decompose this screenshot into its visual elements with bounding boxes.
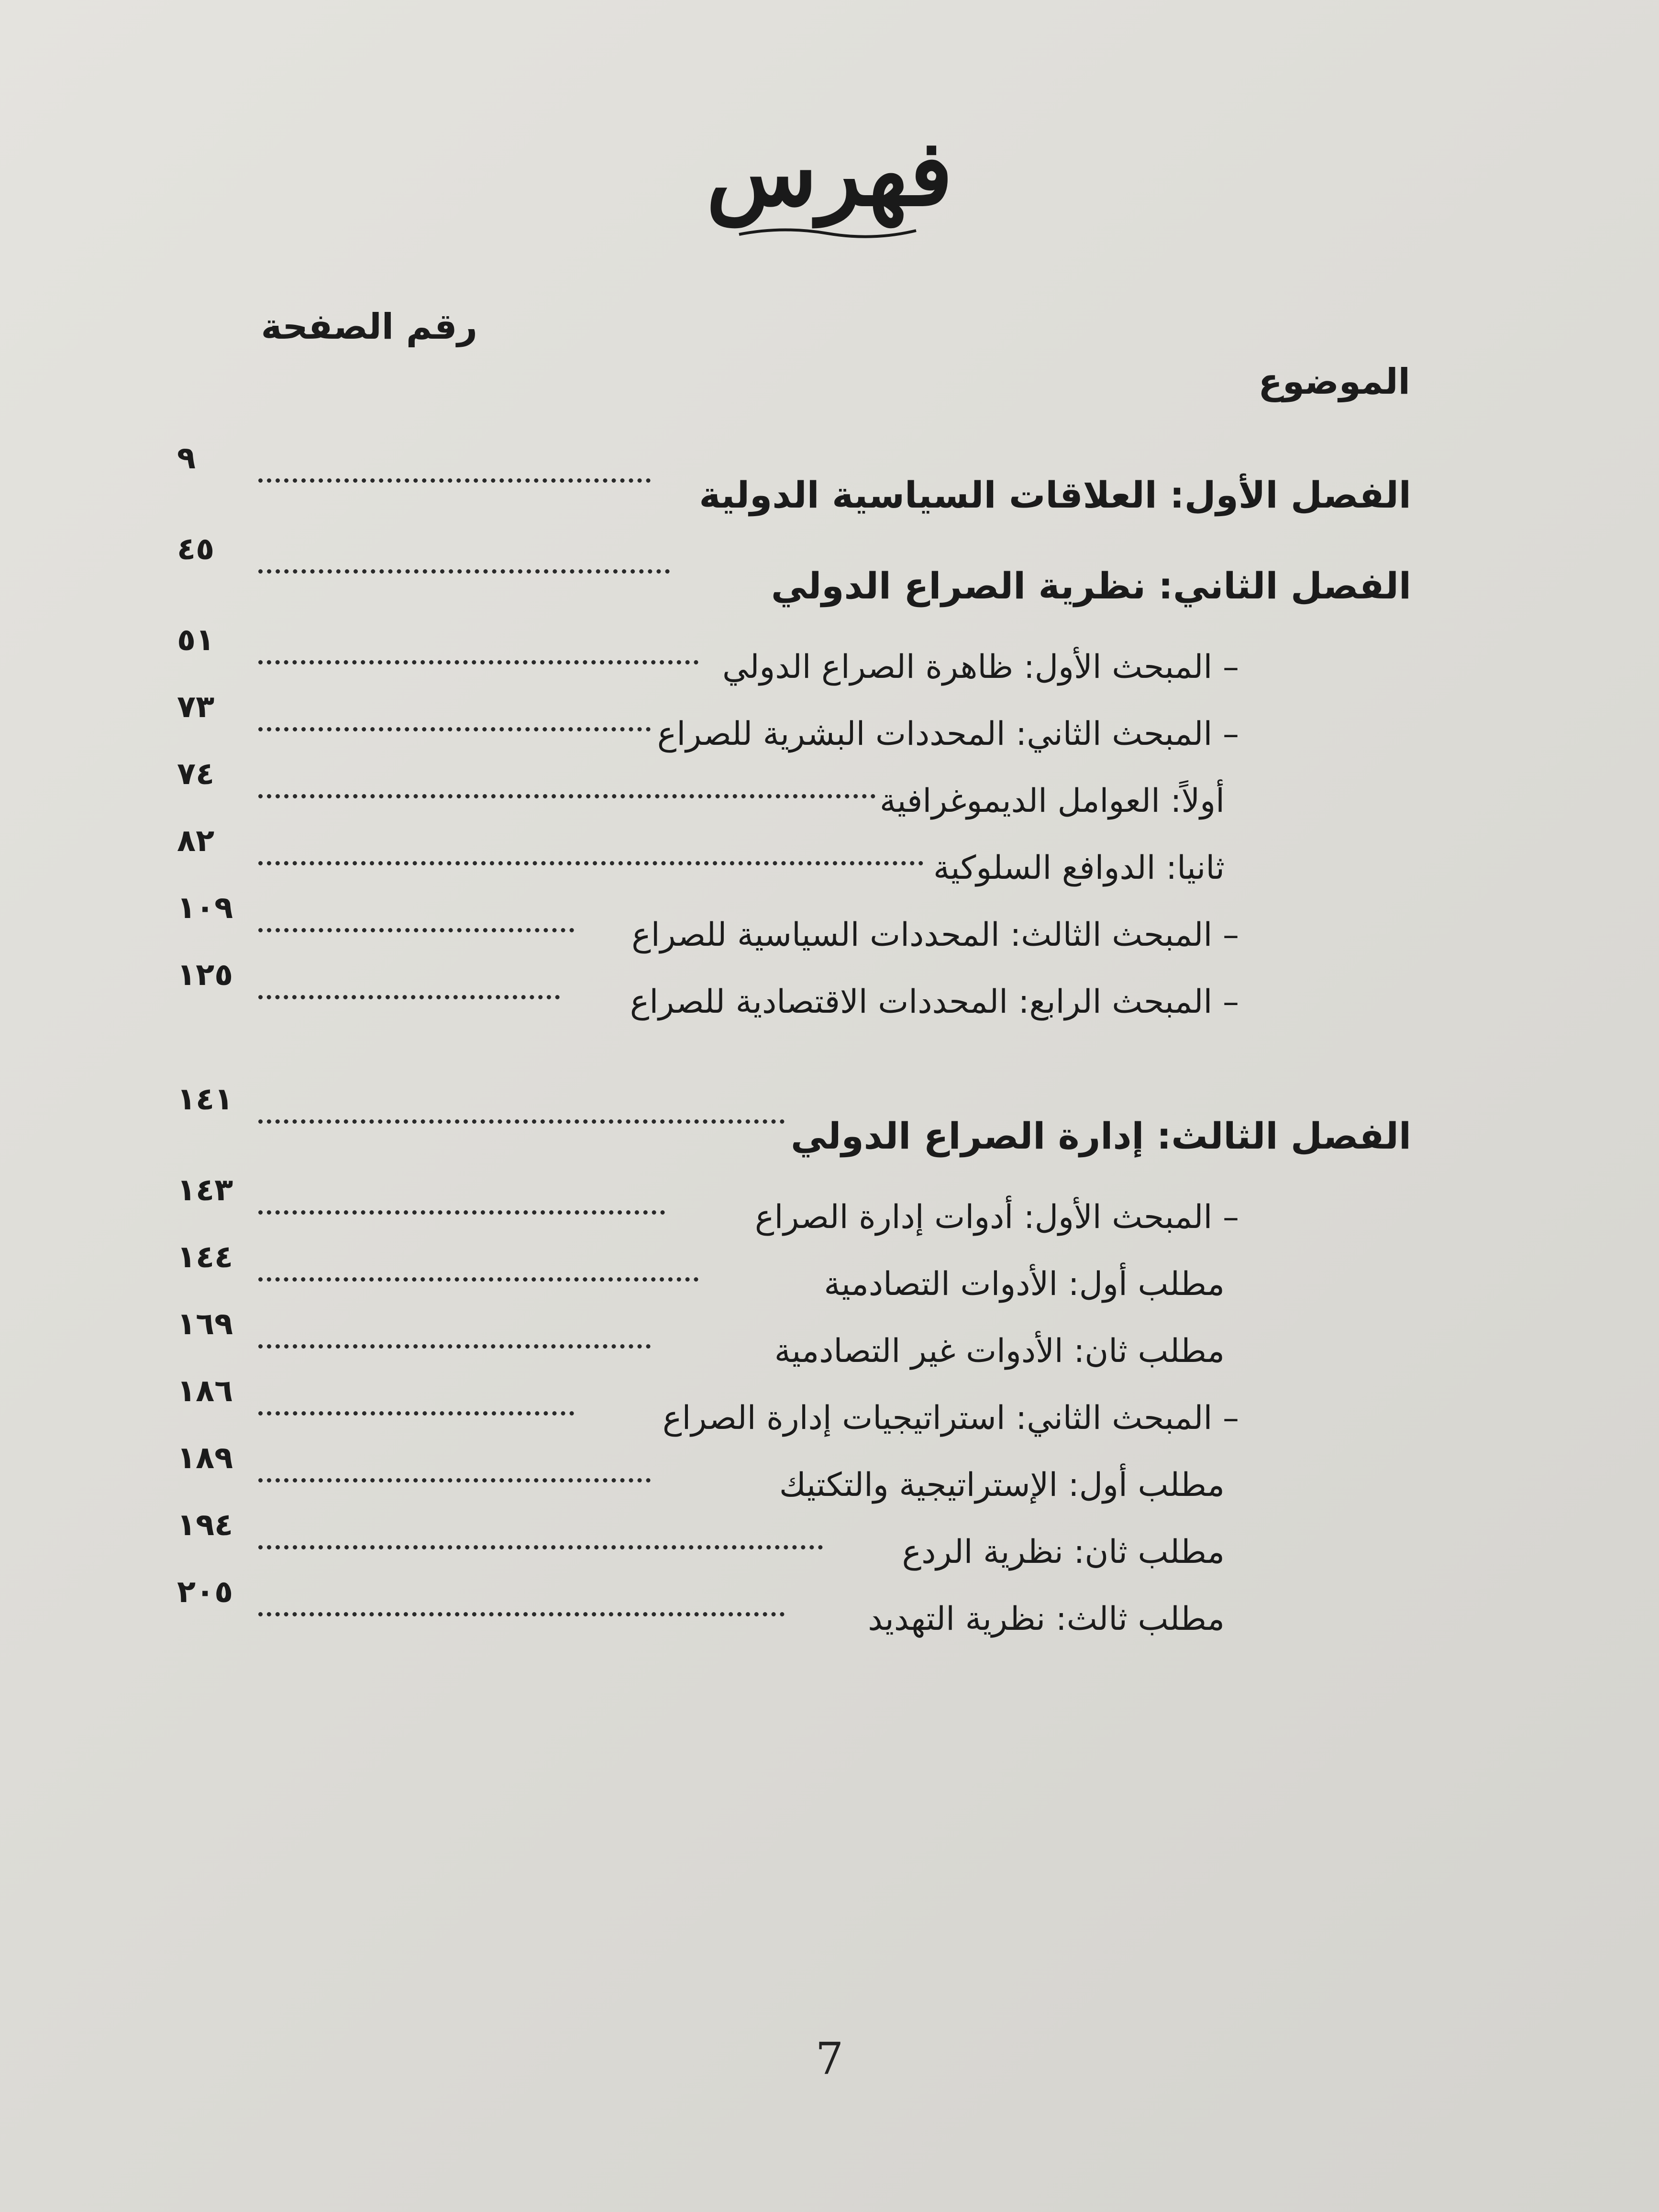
toc-entry-label: أولاً: العوامل الديموغرافية (879, 782, 1225, 820)
toc-entry (177, 1306, 1411, 1382)
toc-entry (177, 441, 1411, 541)
toc-leader-dots (258, 966, 560, 999)
toc-entry (177, 1239, 1411, 1316)
toc-entry-label: مطلب أول: الإستراتيجية والتكتيك (779, 1466, 1225, 1504)
toc-entry-label: – المبحث الثاني: المحددات البشرية للصراع (657, 715, 1239, 753)
toc-entry-page-number: ١٦٩ (177, 1306, 233, 1342)
toc-entry-label: – المبحث الثالث: المحددات السياسية للصراع (631, 916, 1239, 954)
toc-entry-page-number: ١٤٣ (177, 1172, 233, 1208)
toc-leader-dots (258, 832, 923, 865)
footer-page-number: 7 (815, 2033, 844, 2084)
toc-entry-page-number: ٧٣ (177, 689, 215, 725)
toc-leader-dots (258, 1382, 574, 1416)
toc-entry-label: الفصل الأول: العلاقات السياسية الدولية (699, 474, 1411, 516)
toc-entry-page-number: ٢٠٥ (177, 1574, 233, 1610)
toc-leader-dots (258, 1516, 823, 1549)
toc-leader-dots (258, 765, 875, 798)
toc-entry-label: مطلب ثالث: نظرية التهديد (868, 1600, 1225, 1638)
toc-entry-page-number: ٩ (177, 441, 196, 476)
toc-entry (177, 689, 1411, 765)
toc-entry-label: – المبحث الثاني: استراتيجيات إدارة الصراع (662, 1399, 1239, 1437)
toc-entry (177, 1574, 1411, 1650)
page-title: فهرس (706, 120, 953, 226)
toc-entry-label: الفصل الثالث: إدارة الصراع الدولي (791, 1115, 1411, 1157)
toc-entry (177, 1440, 1411, 1516)
toc-entry-page-number: ١٤٤ (177, 1239, 233, 1275)
toc-leader-dots (258, 631, 698, 664)
toc-entry-label: الفصل الثاني: نظرية الصراع الدولي (771, 564, 1411, 607)
toc-entry-page-number: ١٠٩ (177, 890, 233, 926)
toc-leader-dots (258, 450, 651, 483)
toc-entry (177, 756, 1411, 832)
toc-entry (177, 823, 1411, 899)
toc-entry (177, 1082, 1411, 1182)
toc-leader-dots (258, 1182, 665, 1215)
toc-entry (177, 1373, 1411, 1449)
toc-entry-page-number: ١٨٩ (177, 1440, 233, 1476)
toc-entry-label: – المبحث الأول: أدوات إدارة الصراع (754, 1198, 1239, 1236)
toc-leader-dots (258, 698, 651, 731)
toc-entry-label: مطلب أول: الأدوات التصادمية (824, 1265, 1225, 1303)
toc-leader-dots (258, 1316, 651, 1349)
topic-column-header: الموضوع (1258, 361, 1410, 402)
toc-entry-page-number: ١٨٦ (177, 1373, 233, 1409)
toc-leader-dots (258, 1449, 651, 1482)
toc-entry-label: – المبحث الأول: ظاهرة الصراع الدولي (722, 648, 1239, 686)
table-of-contents (177, 441, 1411, 1650)
toc-entry-label: مطلب ثان: الأدوات غير التصادمية (774, 1332, 1225, 1370)
toc-leader-dots (258, 541, 670, 574)
toc-entry-label: ثانيا: الدوافع السلوكية (933, 849, 1225, 887)
toc-leader-dots (258, 1091, 785, 1124)
page-number-column-header: رقم الصفحة (261, 306, 477, 347)
toc-entry-page-number: ١٩٤ (177, 1507, 233, 1543)
toc-entry (177, 890, 1411, 966)
toc-entry-page-number: ٧٤ (177, 756, 215, 792)
toc-entry-page-number: ١٢٥ (177, 957, 233, 993)
toc-entry-page-number: ٥١ (177, 622, 215, 658)
toc-entry (177, 531, 1411, 631)
toc-leader-dots (258, 899, 574, 932)
toc-entry (177, 1172, 1411, 1249)
title-flourish-ornament (737, 225, 918, 239)
toc-leader-dots (258, 1249, 698, 1282)
toc-entry-label: – المبحث الرابع: المحددات الاقتصادية للصراع (630, 983, 1239, 1021)
toc-entry-page-number: ١٤١ (177, 1082, 233, 1117)
toc-entry-page-number: ٨٢ (177, 823, 215, 859)
toc-leader-dots (258, 1583, 785, 1616)
toc-entry (177, 957, 1411, 1033)
toc-entry (177, 1507, 1411, 1583)
toc-entry-label: مطلب ثان: نظرية الردع (902, 1533, 1225, 1571)
toc-entry (177, 622, 1411, 698)
toc-entry-page-number: ٤٥ (177, 531, 215, 567)
